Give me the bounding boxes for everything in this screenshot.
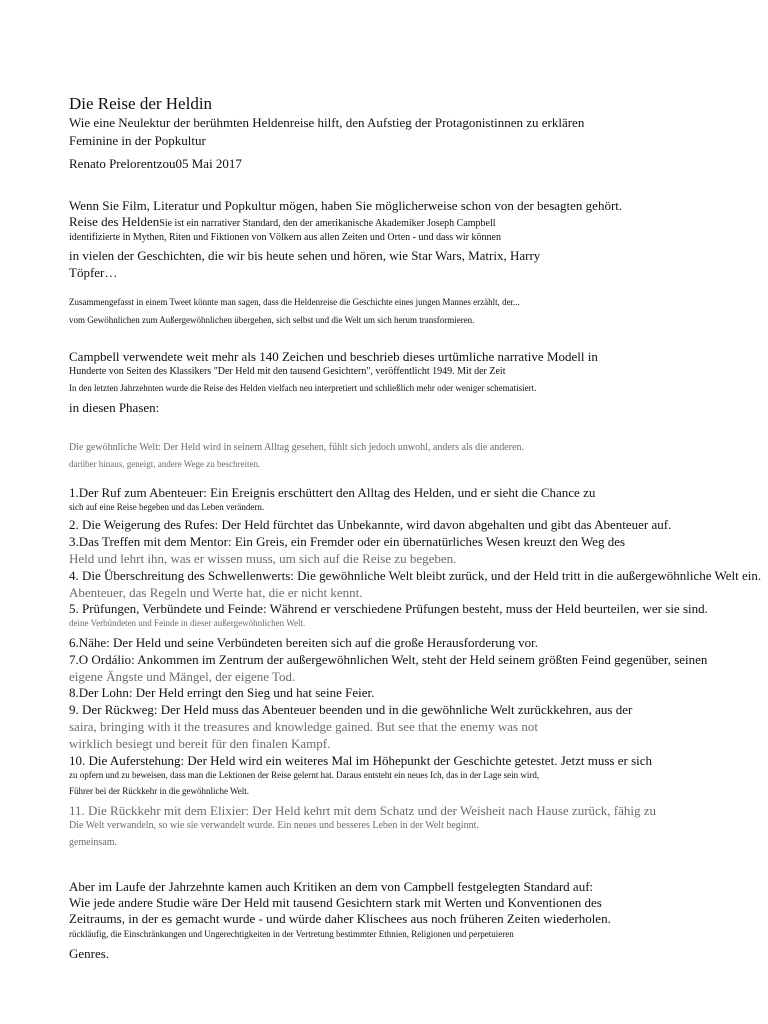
phase-item: saira, bringing with it the treasures and knowledge gained. But see that the enemy was not: [69, 719, 538, 734]
tweet-summary-line: vom Gewöhnlichen zum Außergewöhnlichen übergehen, sich selbst und die Welt um sich herum transformieren.: [69, 315, 475, 325]
campbell-line: In den letzten Jahrzehnten wurde die Reise des Helden vielfach neu interpretiert und schließlich mehr oder weniger schematisiert.: [69, 383, 537, 393]
phase-item: 11. Die Rückkehr mit dem Elixier: Der Held kehrt mit dem Schatz und der Weisheit nach Hause zurück, fähig zu: [69, 803, 657, 818]
campbell-line: Hunderte von Seiten des Klassikers "Der Held mit den tausend Gesichtern", veröffentlicht 1949. Mit der Zeit: [69, 366, 506, 377]
phase-item: Held und lehrt ihn, was er wissen muss, um sich auf die Reise zu begeben.: [69, 551, 457, 566]
critique-line: Zeitraums, in der es gemacht wurde - und würde daher Klischees aus noch früheren Zeiten wiederholen.: [69, 911, 611, 926]
phase-item: deine Verbündeten und Feinde in dieser außergewöhnlichen Welt.: [69, 618, 306, 628]
phase-item: gemeinsam.: [69, 837, 118, 848]
intro-line: in vielen der Geschichten, die wir bis heute sehen und hören, wie Star Wars, Matrix, Harry: [69, 248, 541, 263]
phase-item: 6.Nähe: Der Held und seine Verbündeten bereiten sich auf die große Herausforderung vor.: [69, 635, 539, 650]
ordinary-world-line: Die gewöhnliche Welt: Der Held wird in seinem Alltag gesehen, fühlt sich jedoch unwohl, anders als die anderen.: [69, 442, 524, 453]
phase-item: 5. Prüfungen, Verbündete und Feinde: Während er verschiedene Prüfungen besteht, muss der Held beurteilen, wer sie sind.: [69, 601, 708, 616]
intro-term: Reise des Helden: [69, 214, 160, 229]
phase-item: 10. Die Auferstehung: Der Held wird ein weiteres Mal im Höhepunkt der Geschichte getestet. Jetzt muss er sich: [69, 753, 653, 768]
phase-item: eigene Ängste und Mängel, der eigene Tod.: [69, 669, 296, 684]
ordinary-world-line: darüber hinaus, geneigt, andere Wege zu beschreiten.: [69, 459, 261, 469]
article-category: Feminine in der Popkultur: [69, 133, 206, 148]
campbell-line: in diesen Phasen:: [69, 400, 160, 415]
phase-item: zu opfern und zu beweisen, dass man die Lektionen der Reise gelernt hat. Daraus entsteht ein neues Ich, das in der Lage sein wird,: [69, 770, 540, 780]
intro-line-rest: Sie ist ein narrativer Standard, den der amerikanische Akademiker Joseph Campbell: [159, 218, 496, 229]
intro-line: Wenn Sie Film, Literatur und Popkultur mögen, haben Sie möglicherweise schon von der besagten gehört.: [69, 198, 623, 213]
phase-item: sich auf eine Reise begeben und das Leben verändern.: [69, 502, 265, 512]
critique-line: Genres.: [69, 946, 110, 961]
campbell-line: Campbell verwendete weit mehr als 140 Zeichen und beschrieb dieses urtümliche narrative Modell in: [69, 349, 598, 364]
intro-line: identifizierte in Mythen, Riten und Fiktionen von Völkern aus allen Zeiten und Orten - und dass wir können: [69, 232, 501, 243]
article-byline: Renato Prelorentzou05 Mai 2017: [69, 156, 242, 171]
critique-line: rückläufig, die Einschränkungen und Ungerechtigkeiten in der Vertretung bestimmter Ethnien, Religionen und perpetuieren: [69, 929, 514, 939]
article-subtitle: Wie eine Neulektur der berühmten Heldenreise hilft, den Aufstieg der Protagonistinnen zu erklären: [69, 115, 585, 130]
phase-item: 8.Der Lohn: Der Held erringt den Sieg und hat seine Feier.: [69, 685, 375, 700]
critique-line: Wie jede andere Studie wäre Der Held mit tausend Gesichtern stark mit Werten und Konventionen des: [69, 895, 602, 910]
phase-item: 3.Das Treffen mit dem Mentor: Ein Greis, ein Fremder oder ein übernatürliches Wesen kreuzt den Weg des: [69, 534, 626, 549]
phase-item: Die Welt verwandeln, so wie sie verwandelt wurde. Ein neues und besseres Leben in der Welt beginnt.: [69, 820, 479, 831]
phase-item: 7.O Ordálio: Ankommen im Zentrum der außergewöhnlichen Welt, steht der Held seinem größten Feind gegenüber, seinen: [69, 652, 708, 667]
phase-item: Abenteuer, das Regeln und Werte hat, die er nicht kennt.: [69, 585, 363, 600]
phase-item: 4. Die Überschreitung des Schwellenwerts: Die gewöhnliche Welt bleibt zurück, und der Held tritt in die außergewöhnliche Welt ein.: [69, 568, 762, 583]
article-title: Die Reise der Heldin: [69, 94, 213, 113]
tweet-summary-line: Zusammengefasst in einem Tweet könnte man sagen, dass die Heldenreise die Geschichte eines jungen Mannes erzählt, der...: [69, 297, 520, 307]
intro-line: [69, 215, 496, 229]
phase-item: 1.Der Ruf zum Abenteuer: Ein Ereignis erschüttert den Alltag des Helden, und er sieht die Chance zu: [69, 485, 596, 500]
phase-item: 9. Der Rückweg: Der Held muss das Abenteuer beenden und in die gewöhnliche Welt zurückkehren, aus der: [69, 702, 633, 717]
phase-item: Führer bei der Rückkehr in die gewöhnliche Welt.: [69, 786, 250, 796]
phase-item: 2. Die Weigerung des Rufes: Der Held fürchtet das Unbekannte, wird davon abgehalten und gibt das Abenteuer auf.: [69, 517, 672, 532]
phase-item: wirklich besiegt und bereit für den finalen Kampf.: [69, 736, 331, 751]
intro-line: Töpfer…: [69, 265, 118, 280]
critique-line: Aber im Laufe der Jahrzehnte kamen auch Kritiken an dem von Campbell festgelegten Standard auf:: [69, 879, 594, 894]
